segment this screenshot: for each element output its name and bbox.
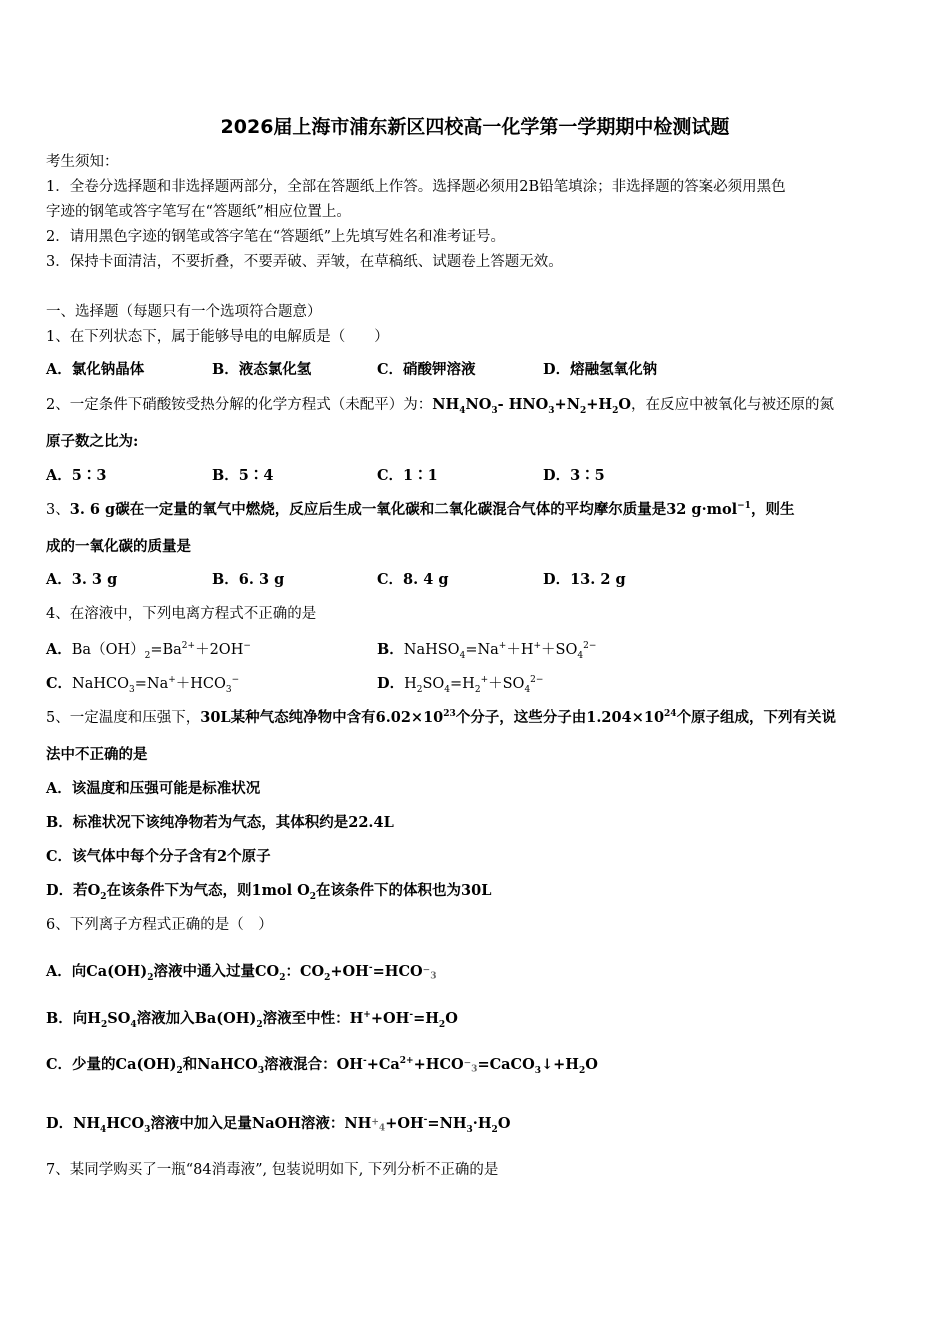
question-1-option-a: A．氯化钠晶体 xyxy=(46,361,145,378)
question-6-stem: 6、下列离子方程式正确的是（ ） xyxy=(46,917,273,933)
question-2-option-a: A．5∶3 xyxy=(46,467,107,484)
question-4-option-a: A．$Ba(OH)_2=Ba^{2+}+2OH^-$ xyxy=(46,641,251,661)
question-1-option-d: D．熔融氢氧化钠 xyxy=(543,361,658,378)
question-3-option-d: D．13. 2 g xyxy=(543,571,626,588)
question-6-option-a: A．向$Ca(OH)_2$溶液中通入过量$CO_2$：$CO_2+OH^-=HCO^-_3$ xyxy=(46,963,437,983)
question-3-stem-line2: 成的一氧化碳的质量是 xyxy=(46,538,191,555)
question-6-option-c: C．少量的$Ca(OH)_2$和NaHCO$_3$溶液混合：$OH^-+Ca^{2+}+HCO^-_3=CaCO_3↓+H_2O$ xyxy=(46,1056,598,1076)
notice-item: 字迹的钢笔或答字笔写在“答题纸”相应位置上。 xyxy=(46,204,351,220)
question-4-option-c: C．$NaHCO_3=Na^++HCO_3^-$ xyxy=(46,675,240,695)
question-7-stem: 7、某同学购买了一瓶“84消毒液”, 包装说明如下, 下列分析不正确的是 xyxy=(46,1162,499,1178)
question-5-option-b: B．标准状况下该纯净物若为气态，其体积约是22.4L xyxy=(46,814,394,831)
question-6-option-b: B．向$H_2SO_4$溶液加入$Ba(OH)_2$溶液至中性：$H^++OH^-=H_2O$ xyxy=(46,1010,458,1030)
question-3-option-a: A．3. 3 g xyxy=(46,571,118,588)
question-5-option-d: D．若$O_2$在该条件下为气态，则1mol $O_2$在该条件下的体积也为30L xyxy=(46,882,492,902)
question-2-option-c: C．1∶1 xyxy=(377,467,438,484)
question-5-stem: 5、一定温度和压强下，30L某种气态纯净物中含有$6.02\times 10^{23}$个分子，这些分子由$1.204\times 10^{24}$个原子组成，下列有关说 xyxy=(46,709,837,726)
notice-heading: 考生须知： xyxy=(46,154,119,170)
question-2-stem-line2: 原子数之比为: xyxy=(46,433,139,450)
question-1-stem: 1、在下列状态下，属于能够导电的电解质是（ ） xyxy=(46,329,389,345)
question-3-option-c: C．8. 4 g xyxy=(377,571,449,588)
question-4-option-d: D．$H_2SO_4=H_2^++SO_4^{2-}$ xyxy=(377,675,544,695)
question-4-option-b: B．$NaHSO_4=Na^++H^++SO_4^{2-}$ xyxy=(377,641,597,661)
question-3-stem: 3、3. 6 g碳在一定量的氧气中燃烧，反应后生成一氧化碳和二氧化碳混合气体的平均摩尔质量是32 g·mol$^{-1}$，则生 xyxy=(46,501,795,518)
notice-item: 1．全卷分选择题和非选择题两部分，全部在答题纸上作答。选择题必须用2B铅笔填涂；非选择题的答案必须用黑色 xyxy=(46,179,786,195)
question-5-stem-line2: 法中不正确的是 xyxy=(46,746,148,763)
question-2-option-d: D．3∶5 xyxy=(543,467,605,484)
notice-item: 2．请用黑色字迹的钢笔或答字笔在“答题纸”上先填写姓名和准考证号。 xyxy=(46,229,506,245)
question-3-option-b: B．6. 3 g xyxy=(212,571,285,588)
question-1-option-c: C．硝酸钾溶液 xyxy=(377,361,476,378)
question-5-option-c: C．该气体中每个分子含有2个原子 xyxy=(46,848,271,865)
section-heading: 一、选择题（每题只有一个选项符合题意） xyxy=(46,304,322,320)
question-5-option-a: A．该温度和压强可能是标准状况 xyxy=(46,780,261,797)
question-1-option-b: B．液态氯化氢 xyxy=(212,361,312,378)
question-6-option-d: D．$NH_4HCO_3$溶液中加入足量NaOH溶液：$NH^+_4+OH^-=NH_3\cdot H_2O$ xyxy=(46,1115,511,1135)
page-title: 2026届上海市浦东新区四校高一化学第一学期期中检测试题 xyxy=(220,116,730,138)
question-2-stem: 2、一定条件下硝酸铵受热分解的化学方程式（未配平）为：$NH_4NO_3-$ $HNO_3+N_2+H_2O$，在反应中被氧化与被还原的氮 xyxy=(46,396,834,416)
question-4-stem: 4、在溶液中，下列电离方程式不正确的是 xyxy=(46,606,317,622)
notice-item: 3．保持卡面清洁，不要折叠，不要弄破、弄皱，在草稿纸、试题卷上答题无效。 xyxy=(46,254,563,270)
question-2-option-b: B．5∶4 xyxy=(212,467,274,484)
